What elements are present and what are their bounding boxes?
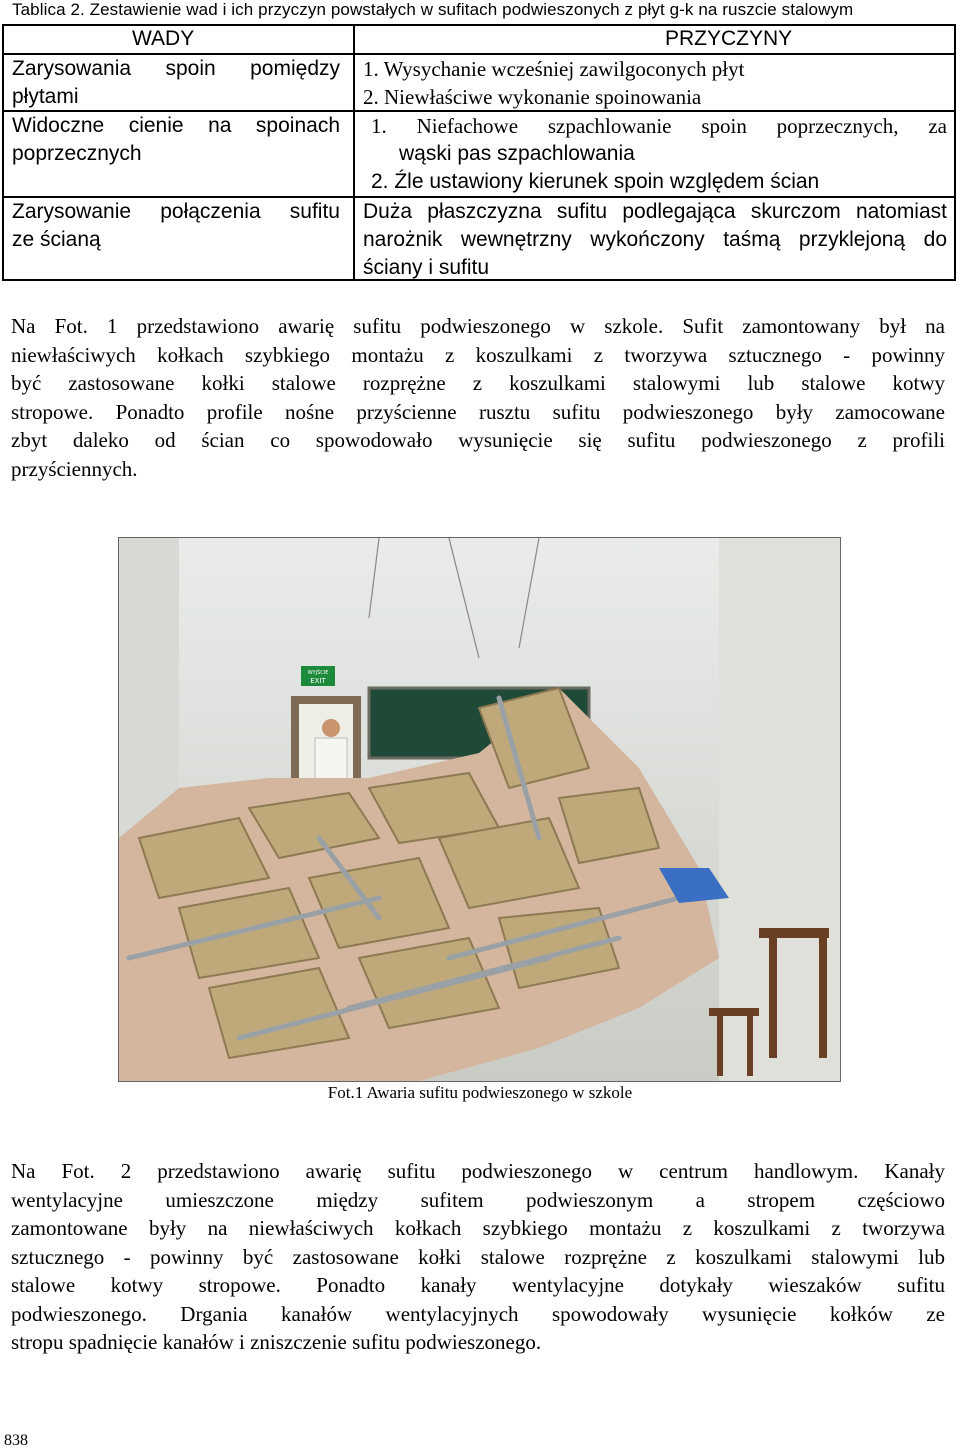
table-row-1-defect bbox=[12, 55, 340, 111]
paragraph-line: stropu spadnięcie kanałów i zniszczenie sufitu podwieszonego. bbox=[11, 1330, 542, 1354]
paragraph-1 bbox=[11, 312, 945, 483]
table-row-1-cause-line-1: 1. Wysychanie wcześniej zawilgoconych płyt bbox=[363, 57, 745, 81]
paragraph-line: sztucznego - powinny być zastosowane kołki stalowe rozprężne z koszulkami stalowymi lub bbox=[11, 1244, 945, 1269]
exit-sign-text-top: WYJŚCIE bbox=[307, 670, 329, 676]
paragraph-line: niewłaściwych kołkach szybkiego montażu z koszulkami z tworzywa sztucznego - powinny bbox=[11, 342, 945, 367]
table-row-3-defect-line-1: Zarysowanie połączenia sufitu bbox=[12, 200, 340, 223]
table-header-causes: PRZYCZYNY bbox=[665, 27, 793, 50]
table-row-1-cause-line-2: 2. Niewłaściwe wykonanie spoinowania bbox=[363, 85, 702, 109]
paragraph-line: stalowe kotwy stropowe. Ponadto kanały wentylacyjne dotykały wieszaków sufitu bbox=[11, 1273, 945, 1297]
table-row-2-cause-line-1: 1. Niefachowe szpachlowanie spoin poprzecznych, za bbox=[371, 114, 947, 138]
paragraph-line: Na Fot. 2 przedstawiono awarię sufitu podwieszonego w centrum handlowym. Kanały bbox=[11, 1159, 945, 1183]
table-row-3-defect-line-2: ze ścianą bbox=[12, 228, 101, 251]
paragraph-line: Na Fot. 1 przedstawiono awarię sufitu podwieszonego w szkole. Sufit zamontowany był na bbox=[11, 314, 945, 338]
table-row-1-defect-line-1: Zarysowania spoin pomiędzy bbox=[12, 57, 340, 80]
table-row-1-defect-line-2: płytami bbox=[12, 85, 79, 108]
table-column-divider bbox=[353, 26, 355, 279]
paragraph-line: wentylacyjne umieszczone między sufitem podwieszonym a stropem częściowo bbox=[11, 1187, 945, 1212]
exit-sign-text-bottom: EXIT bbox=[310, 677, 326, 685]
ceiling-collapse-photo bbox=[118, 537, 841, 1082]
table-row-3-cause-line-2: narożnik wewnętrzny wykończony taśmą przyklejoną do bbox=[363, 228, 947, 251]
table-header-defects: WADY bbox=[132, 27, 195, 50]
table-row-1-cause bbox=[363, 55, 953, 111]
ceiling-collapse-photo-drawing bbox=[119, 538, 840, 1081]
table-row-3-defect bbox=[12, 198, 340, 254]
table-row-2-defect bbox=[12, 112, 340, 168]
table-row-2-defect-line-1: Widoczne cienie na spoinach bbox=[12, 114, 340, 137]
page-number: 838 bbox=[4, 1432, 28, 1449]
table-row-2-cause-line-2: wąski pas szpachlowania bbox=[399, 142, 635, 165]
table-row-2-defect-line-2: poprzecznych bbox=[12, 142, 142, 165]
paragraph-line: być zastosowane kołki stalowe rozprężne z koszulkami stalowymi lub stalowe kotwy bbox=[11, 371, 945, 395]
table-row-3-cause-line-1: Duża płaszczyzna sufitu podlegająca skurczom natomiast bbox=[363, 200, 947, 223]
paragraph-line: podwieszonego. Drgania kanałów wentylacyjnych spowodowały wysunięcie kołków ze bbox=[11, 1301, 945, 1326]
paragraph-2 bbox=[11, 1157, 945, 1357]
paragraph-line: przyściennych. bbox=[11, 456, 138, 481]
paragraph-line: zamontowane były na niewłaściwych kołkach szybkiego montażu z koszulkami z tworzywa bbox=[11, 1216, 945, 1240]
photo-caption: Fot.1 Awaria sufitu podwieszonego w szkole bbox=[327, 1083, 633, 1102]
paragraph-line: stropowe. Ponadto profile nośne przyścienne rusztu sufitu podwieszonego były zamocowane bbox=[11, 399, 945, 424]
table-row-2-cause bbox=[371, 112, 947, 196]
table-row-3-cause bbox=[363, 198, 947, 282]
table-row-2-cause-line-3: 2. Źle ustawiony kierunek spoin względem ścian bbox=[371, 170, 820, 193]
table-caption: Tablica 2. Zestawienie wad i ich przyczyn powstałych w sufitach podwieszonych z płyt g-k na ruszcie stalowym bbox=[12, 0, 854, 19]
paragraph-line: zbyt daleko od ścian co spowodowało wysunięcie się sufitu podwieszonego z profili bbox=[11, 428, 945, 452]
table-row-3-cause-line-3: ściany i sufitu bbox=[363, 256, 490, 279]
defects-table bbox=[2, 24, 956, 281]
